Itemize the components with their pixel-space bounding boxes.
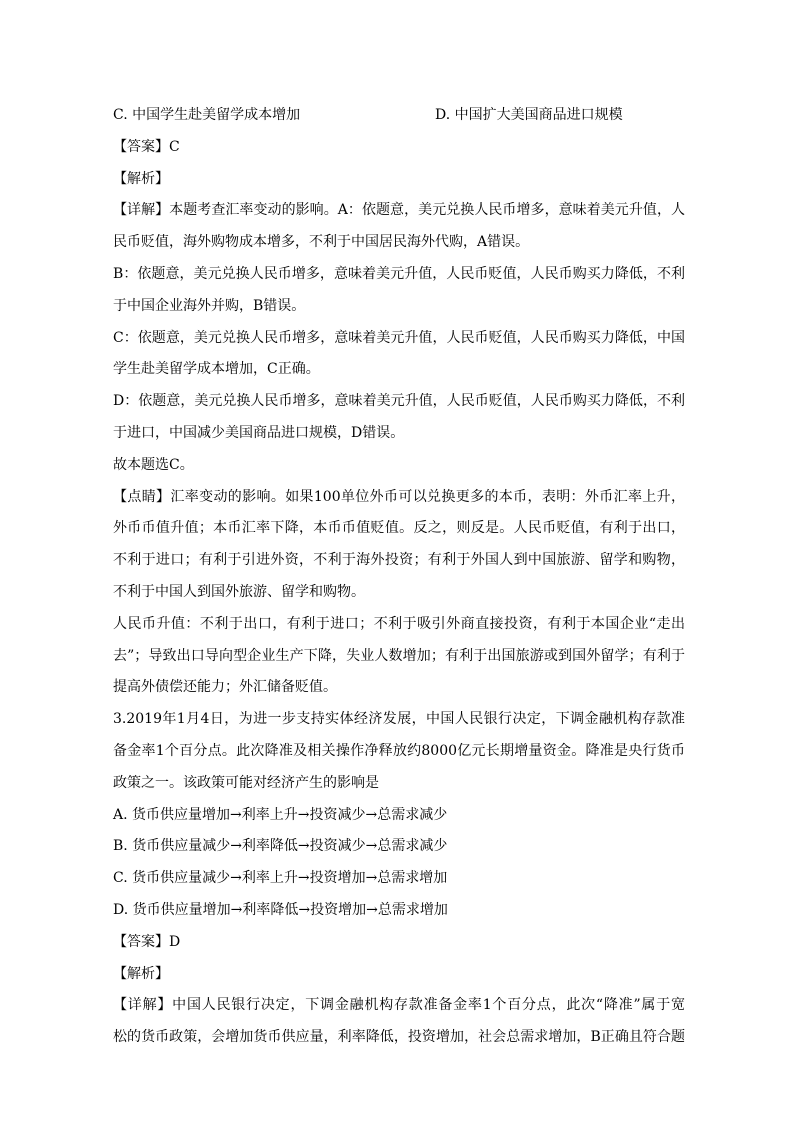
text-line: 不利于进口；有利于引进外资，不利于海外投资；有利于外国人到中国旅游、留学和购物， — [113, 552, 685, 569]
option-row — [113, 100, 685, 132]
text-line: 学生赴美留学成本增加，C正确。 — [113, 361, 320, 378]
text-line: 于进口，中国减少美国商品进口规模，D错误。 — [113, 424, 405, 441]
text-line: 【详解】本题考查汇率变动的影响。A：依题意，美元兑换人民币增多，意味着美元升值，人 — [113, 202, 685, 219]
option-d: D. 中国扩大美国商品进口规模 — [435, 107, 623, 123]
text-line: 【解析】 — [113, 170, 169, 187]
text-line: 于中国企业海外并购，B错误。 — [113, 297, 306, 314]
text-line: 【点睛】汇率变动的影响。如果100单位外币可以兑换更多的本币，表明：外币汇率上升， — [113, 488, 685, 505]
text-line: 【解析】 — [113, 965, 169, 982]
text-line: D：依题意，美元兑换人民币增多，意味着美元升值，人民币贬值，人民币购买力降低，不利 — [113, 393, 685, 410]
text-line: C：依题意，美元兑换人民币增多，意味着美元升值，人民币贬值，人民币购买力降低，中国 — [113, 329, 685, 346]
text-line: 不利于中国人到国外旅游、留学和购物。 — [113, 583, 365, 600]
text-line: 人民币升值：不利于出口，有利于进口；不利于吸引外商直接投资，有利于本国企业“走出 — [113, 615, 685, 632]
text-line: 【答案】D — [113, 933, 181, 950]
text-line: 备金率1个百分点。此次降准及相关操作净释放约8000亿元长期增量资金。降准是央行货币 — [113, 742, 685, 759]
text-line: D. 货币供应量增加→利率降低→投资增加→总需求增加 — [113, 901, 448, 918]
text-line: 松的货币政策，会增加货币供应量，利率降低，投资增加，社会总需求增加，B正确且符合题 — [113, 1029, 685, 1046]
text-line: 去”；导致出口导向型企业生产下降，失业人数增加；有利于出国旅游或到国外留学；有利于 — [113, 647, 685, 664]
option-c: C. 中国学生赴美留学成本增加 — [113, 107, 301, 123]
text-line: B：依题意，美元兑换人民币增多，意味着美元升值，人民币贬值，人民币购买力降低，不利 — [113, 265, 685, 282]
text-line: 外币币值升值；本币汇率下降，本币币值贬值。反之，则反是。人民币贬值，有利于出口， — [113, 520, 685, 537]
text-line: 民币贬值，海外购物成本增多，不利于中国居民海外代购，A错误。 — [113, 234, 530, 251]
text-line: 【详解】中国人民银行决定，下调金融机构存款准备金率1个百分点，此次“降准”属于宽 — [113, 997, 685, 1014]
text-line: B. 货币供应量减少→利率降低→投资减少→总需求减少 — [113, 838, 448, 855]
text-line: 【答案】C — [113, 138, 180, 155]
text-line: 提高外债偿还能力；外汇储备贬值。 — [113, 679, 337, 696]
text-line: C. 货币供应量减少→利率上升→投资增加→总需求增加 — [113, 870, 448, 887]
text-line: A. 货币供应量增加→利率上升→投资减少→总需求减少 — [113, 806, 448, 823]
text-line: 3.2019年1月4日，为进一步支持实体经济发展，中国人民银行决定，下调金融机构存款准 — [113, 711, 685, 728]
text-line: 故本题选C。 — [113, 456, 194, 473]
text-line: 政策之一。该政策可能对经济产生的影响是 — [113, 774, 379, 791]
document-page — [113, 100, 685, 1054]
